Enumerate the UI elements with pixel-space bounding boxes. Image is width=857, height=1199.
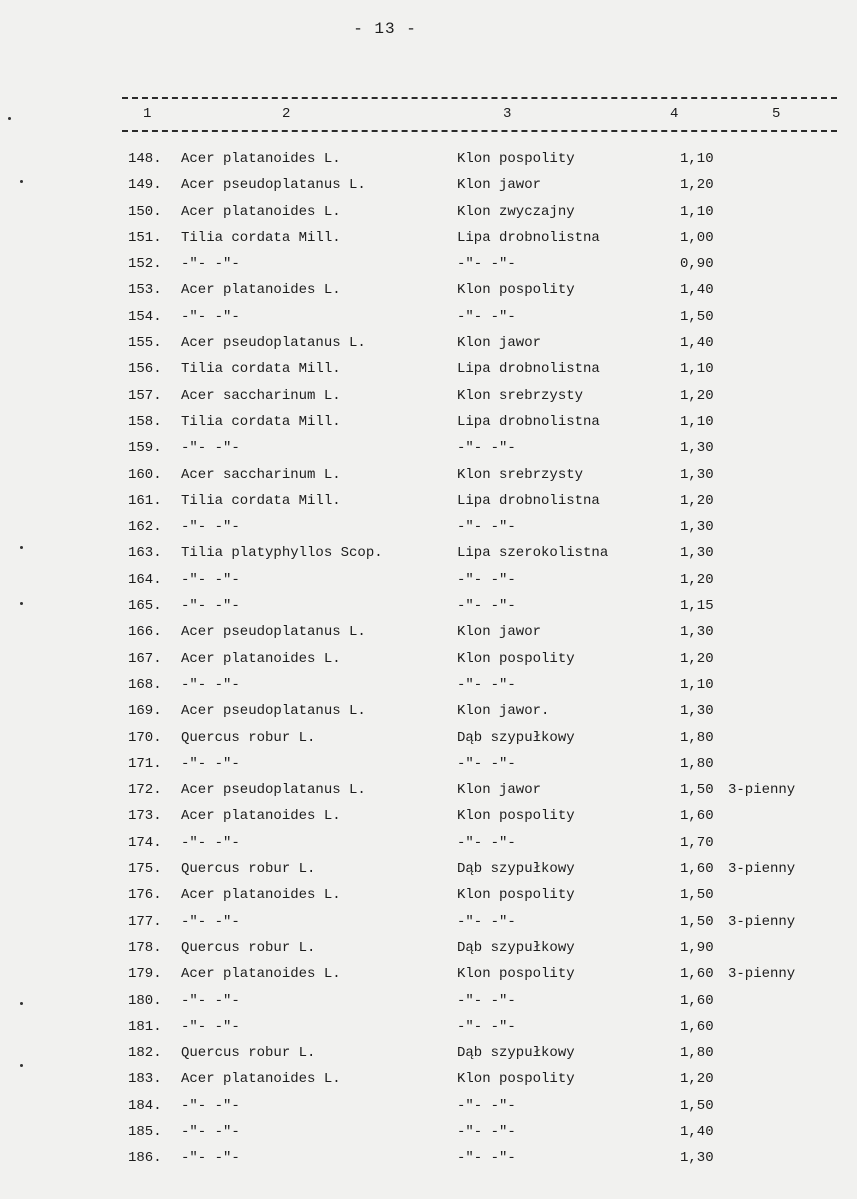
scan-speck — [20, 1064, 23, 1067]
polish-name: Klon pospolity — [457, 808, 575, 825]
row-number: 185. — [128, 1123, 162, 1140]
scan-speck — [8, 117, 11, 120]
polish-name: -"- -"- — [457, 308, 516, 325]
polish-name: Klon pospolity — [457, 151, 575, 167]
polish-name: Klon jawor — [457, 782, 542, 799]
latin-name: Acer platanoides L. — [181, 151, 341, 167]
latin-name: -"- -"- — [181, 1150, 240, 1167]
row-number: 178. — [128, 939, 162, 956]
table-row — [0, 1093, 857, 1119]
polish-name: Klon pospolity — [457, 966, 575, 983]
table-row — [0, 199, 857, 225]
measurement-value: 1,15 — [680, 598, 714, 615]
measurement-value: 1,20 — [680, 387, 714, 404]
polish-name: -"- -"- — [457, 440, 516, 457]
row-number: 158. — [128, 413, 162, 430]
polish-name: Lipa drobnolistna — [457, 413, 600, 430]
polish-name: Klon srebrzysty — [457, 387, 584, 404]
latin-name: -"- -"- — [181, 913, 240, 930]
table-row — [0, 488, 857, 514]
table-row — [0, 882, 857, 908]
table-row — [0, 1119, 857, 1145]
measurement-value: 1,30 — [680, 519, 714, 536]
table-row — [0, 172, 857, 198]
polish-name: Klon pospolity — [457, 282, 575, 299]
row-note: 3-pienny — [728, 966, 796, 983]
row-number: 153. — [128, 282, 162, 299]
measurement-value: 1,40 — [680, 1123, 714, 1140]
latin-name: Tilia platyphyllos Scop. — [181, 545, 383, 562]
polish-name: -"- -"- — [457, 571, 516, 588]
latin-name: Tilia cordata Mill. — [181, 492, 341, 509]
measurement-value: 1,50 — [680, 887, 714, 904]
scan-speck — [20, 546, 23, 549]
latin-name: Acer saccharinum L. — [181, 387, 341, 404]
row-number: 172. — [128, 782, 162, 799]
polish-name: -"- -"- — [457, 755, 516, 772]
latin-name: Acer pseudoplatanus L. — [181, 335, 366, 352]
polish-name: Dąb szypułkowy — [457, 1045, 575, 1062]
measurement-value: 1,50 — [680, 308, 714, 325]
latin-name: Quercus robur L. — [181, 729, 316, 746]
measurement-value: 1,30 — [680, 440, 714, 457]
latin-name: Tilia cordata Mill. — [181, 413, 341, 430]
latin-name: -"- -"- — [181, 755, 240, 772]
polish-name: Dąb szypułkowy — [457, 939, 575, 956]
polish-name: Klon pospolity — [457, 650, 575, 667]
polish-name: -"- -"- — [457, 992, 516, 1009]
scan-speck — [20, 602, 23, 605]
table-row — [0, 435, 857, 461]
measurement-value: 1,10 — [680, 676, 714, 693]
table-row — [0, 751, 857, 777]
latin-name: Acer platanoides L. — [181, 808, 341, 825]
row-number: 174. — [128, 834, 162, 851]
row-number: 165. — [128, 598, 162, 615]
row-number: 155. — [128, 335, 162, 352]
latin-name: -"- -"- — [181, 676, 240, 693]
table-row — [0, 803, 857, 829]
measurement-value: 1,50 — [680, 1097, 714, 1114]
measurement-value: 1,60 — [680, 808, 714, 825]
polish-name: -"- -"- — [457, 676, 516, 693]
column-header-3: 3 — [503, 106, 512, 122]
measurement-value: 1,30 — [680, 466, 714, 483]
measurement-value: 1,10 — [680, 413, 714, 430]
measurement-value: 1,10 — [680, 203, 714, 220]
table-row — [0, 593, 857, 619]
column-header-1: 1 — [143, 106, 152, 122]
table-row — [0, 619, 857, 645]
measurement-value: 1,40 — [680, 282, 714, 299]
row-number: 151. — [128, 229, 162, 246]
latin-name: Tilia cordata Mill. — [181, 229, 341, 246]
scan-speck — [20, 180, 23, 183]
row-number: 160. — [128, 466, 162, 483]
table-row — [0, 988, 857, 1014]
table-row — [0, 1066, 857, 1092]
polish-name: Klon jawor — [457, 335, 542, 352]
measurement-value: 1,20 — [680, 650, 714, 667]
latin-name: -"- -"- — [181, 256, 240, 273]
polish-name: Klon pospolity — [457, 1071, 575, 1088]
latin-name: -"- -"- — [181, 1123, 240, 1140]
table-row — [0, 514, 857, 540]
column-header-4: 4 — [670, 106, 679, 122]
table-row — [0, 356, 857, 382]
measurement-value: 1,60 — [680, 966, 714, 983]
row-number: 180. — [128, 992, 162, 1009]
table-row — [0, 777, 857, 803]
latin-name: Quercus robur L. — [181, 1045, 316, 1062]
latin-name: -"- -"- — [181, 519, 240, 536]
row-number: 163. — [128, 545, 162, 562]
row-number: 148. — [128, 151, 162, 167]
row-number: 176. — [128, 887, 162, 904]
measurement-value: 1,80 — [680, 729, 714, 746]
measurement-value: 1,00 — [680, 229, 714, 246]
polish-name: -"- -"- — [457, 256, 516, 273]
polish-name: Lipa drobnolistna — [457, 361, 600, 378]
scan-speck — [20, 1002, 23, 1005]
polish-name: Lipa drobnolistna — [457, 492, 600, 509]
polish-name: Klon jawor — [457, 177, 542, 194]
measurement-value: 1,30 — [680, 624, 714, 641]
row-number: 161. — [128, 492, 162, 509]
page-number: - 13 - — [353, 20, 417, 38]
row-number: 164. — [128, 571, 162, 588]
polish-name: Klon jawor — [457, 624, 542, 641]
row-number: 177. — [128, 913, 162, 930]
row-number: 149. — [128, 177, 162, 194]
latin-name: Tilia cordata Mill. — [181, 361, 341, 378]
latin-name: Acer platanoides L. — [181, 887, 341, 904]
measurement-value: 1,40 — [680, 335, 714, 352]
table-row — [0, 909, 857, 935]
row-number: 167. — [128, 650, 162, 667]
row-number: 159. — [128, 440, 162, 457]
latin-name: Acer pseudoplatanus L. — [181, 782, 366, 799]
table-row — [0, 698, 857, 724]
row-number: 166. — [128, 624, 162, 641]
table-row — [0, 462, 857, 488]
latin-name: Acer pseudoplatanus L. — [181, 703, 366, 720]
latin-name: -"- -"- — [181, 308, 240, 325]
polish-name: -"- -"- — [457, 1150, 516, 1167]
row-number: 169. — [128, 703, 162, 720]
polish-name: -"- -"- — [457, 598, 516, 615]
measurement-value: 1,90 — [680, 939, 714, 956]
table-row — [0, 383, 857, 409]
measurement-value: 1,70 — [680, 834, 714, 851]
measurement-value: 1,50 — [680, 913, 714, 930]
table-row — [0, 251, 857, 277]
row-number: 182. — [128, 1045, 162, 1062]
table-row — [0, 672, 857, 698]
row-note: 3-pienny — [728, 913, 796, 930]
table-row — [0, 567, 857, 593]
table-row — [0, 409, 857, 435]
latin-name: Acer platanoides L. — [181, 203, 341, 220]
table-row — [0, 330, 857, 356]
measurement-value: 1,10 — [680, 361, 714, 378]
latin-name: Quercus robur L. — [181, 939, 316, 956]
row-number: 183. — [128, 1071, 162, 1088]
polish-name: Lipa drobnolistna — [457, 229, 600, 246]
polish-name: Lipa szerokolistna — [457, 545, 609, 562]
table-row — [0, 935, 857, 961]
table-row — [0, 540, 857, 566]
latin-name: Acer platanoides L. — [181, 1071, 341, 1088]
latin-name: Acer pseudoplatanus L. — [181, 177, 366, 194]
polish-name: -"- -"- — [457, 834, 516, 851]
table-row — [0, 830, 857, 856]
row-number: 170. — [128, 729, 162, 746]
measurement-value: 1,30 — [680, 545, 714, 562]
header-divider-top — [122, 97, 837, 99]
table-row — [0, 1145, 857, 1171]
latin-name: -"- -"- — [181, 598, 240, 615]
header-divider-bottom — [122, 130, 837, 132]
row-number: 157. — [128, 387, 162, 404]
table-row — [0, 961, 857, 987]
table-row — [0, 1040, 857, 1066]
latin-name: -"- -"- — [181, 1097, 240, 1114]
latin-name: -"- -"- — [181, 440, 240, 457]
polish-name: -"- -"- — [457, 1097, 516, 1114]
polish-name: Klon srebrzysty — [457, 466, 584, 483]
column-header-5: 5 — [772, 106, 781, 122]
polish-name: Klon zwyczajny — [457, 203, 575, 220]
row-number: 179. — [128, 966, 162, 983]
table-row — [0, 277, 857, 303]
row-number: 152. — [128, 256, 162, 273]
row-number: 181. — [128, 1018, 162, 1035]
measurement-value: 1,30 — [680, 703, 714, 720]
polish-name: -"- -"- — [457, 1018, 516, 1035]
row-number: 186. — [128, 1150, 162, 1167]
row-number: 184. — [128, 1097, 162, 1114]
latin-name: Acer platanoides L. — [181, 650, 341, 667]
polish-name: -"- -"- — [457, 1123, 516, 1140]
row-note: 3-pienny — [728, 782, 796, 799]
tree-table — [0, 146, 857, 1172]
row-number: 173. — [128, 808, 162, 825]
latin-name: -"- -"- — [181, 571, 240, 588]
polish-name: -"- -"- — [457, 519, 516, 536]
measurement-value: 1,20 — [680, 177, 714, 194]
table-row — [0, 304, 857, 330]
measurement-value: 1,80 — [680, 755, 714, 772]
latin-name: Acer platanoides L. — [181, 966, 341, 983]
table-row — [0, 146, 857, 172]
row-note: 3-pienny — [728, 861, 796, 878]
measurement-value: 1,60 — [680, 861, 714, 878]
table-row — [0, 225, 857, 251]
table-row — [0, 856, 857, 882]
polish-name: Klon jawor. — [457, 703, 550, 720]
row-number: 154. — [128, 308, 162, 325]
measurement-value: 1,20 — [680, 1071, 714, 1088]
measurement-value: 1,60 — [680, 992, 714, 1009]
measurement-value: 1,50 — [680, 782, 714, 799]
latin-name: -"- -"- — [181, 992, 240, 1009]
row-number: 156. — [128, 361, 162, 378]
latin-name: -"- -"- — [181, 834, 240, 851]
table-row — [0, 725, 857, 751]
row-number: 168. — [128, 676, 162, 693]
latin-name: Acer pseudoplatanus L. — [181, 624, 366, 641]
row-number: 175. — [128, 861, 162, 878]
table-row — [0, 646, 857, 672]
polish-name: Dąb szypułkowy — [457, 861, 575, 878]
polish-name: -"- -"- — [457, 913, 516, 930]
measurement-value: 1,20 — [680, 492, 714, 509]
polish-name: Klon pospolity — [457, 887, 575, 904]
row-number: 171. — [128, 755, 162, 772]
measurement-value: 1,10 — [680, 151, 714, 167]
polish-name: Dąb szypułkowy — [457, 729, 575, 746]
latin-name: Acer platanoides L. — [181, 282, 341, 299]
row-number: 150. — [128, 203, 162, 220]
measurement-value: 1,80 — [680, 1045, 714, 1062]
measurement-value: 1,30 — [680, 1150, 714, 1167]
latin-name: Quercus robur L. — [181, 861, 316, 878]
measurement-value: 0,90 — [680, 256, 714, 273]
measurement-value: 1,60 — [680, 1018, 714, 1035]
row-number: 162. — [128, 519, 162, 536]
measurement-value: 1,20 — [680, 571, 714, 588]
table-row — [0, 1014, 857, 1040]
latin-name: -"- -"- — [181, 1018, 240, 1035]
column-header-2: 2 — [282, 106, 291, 122]
latin-name: Acer saccharinum L. — [181, 466, 341, 483]
